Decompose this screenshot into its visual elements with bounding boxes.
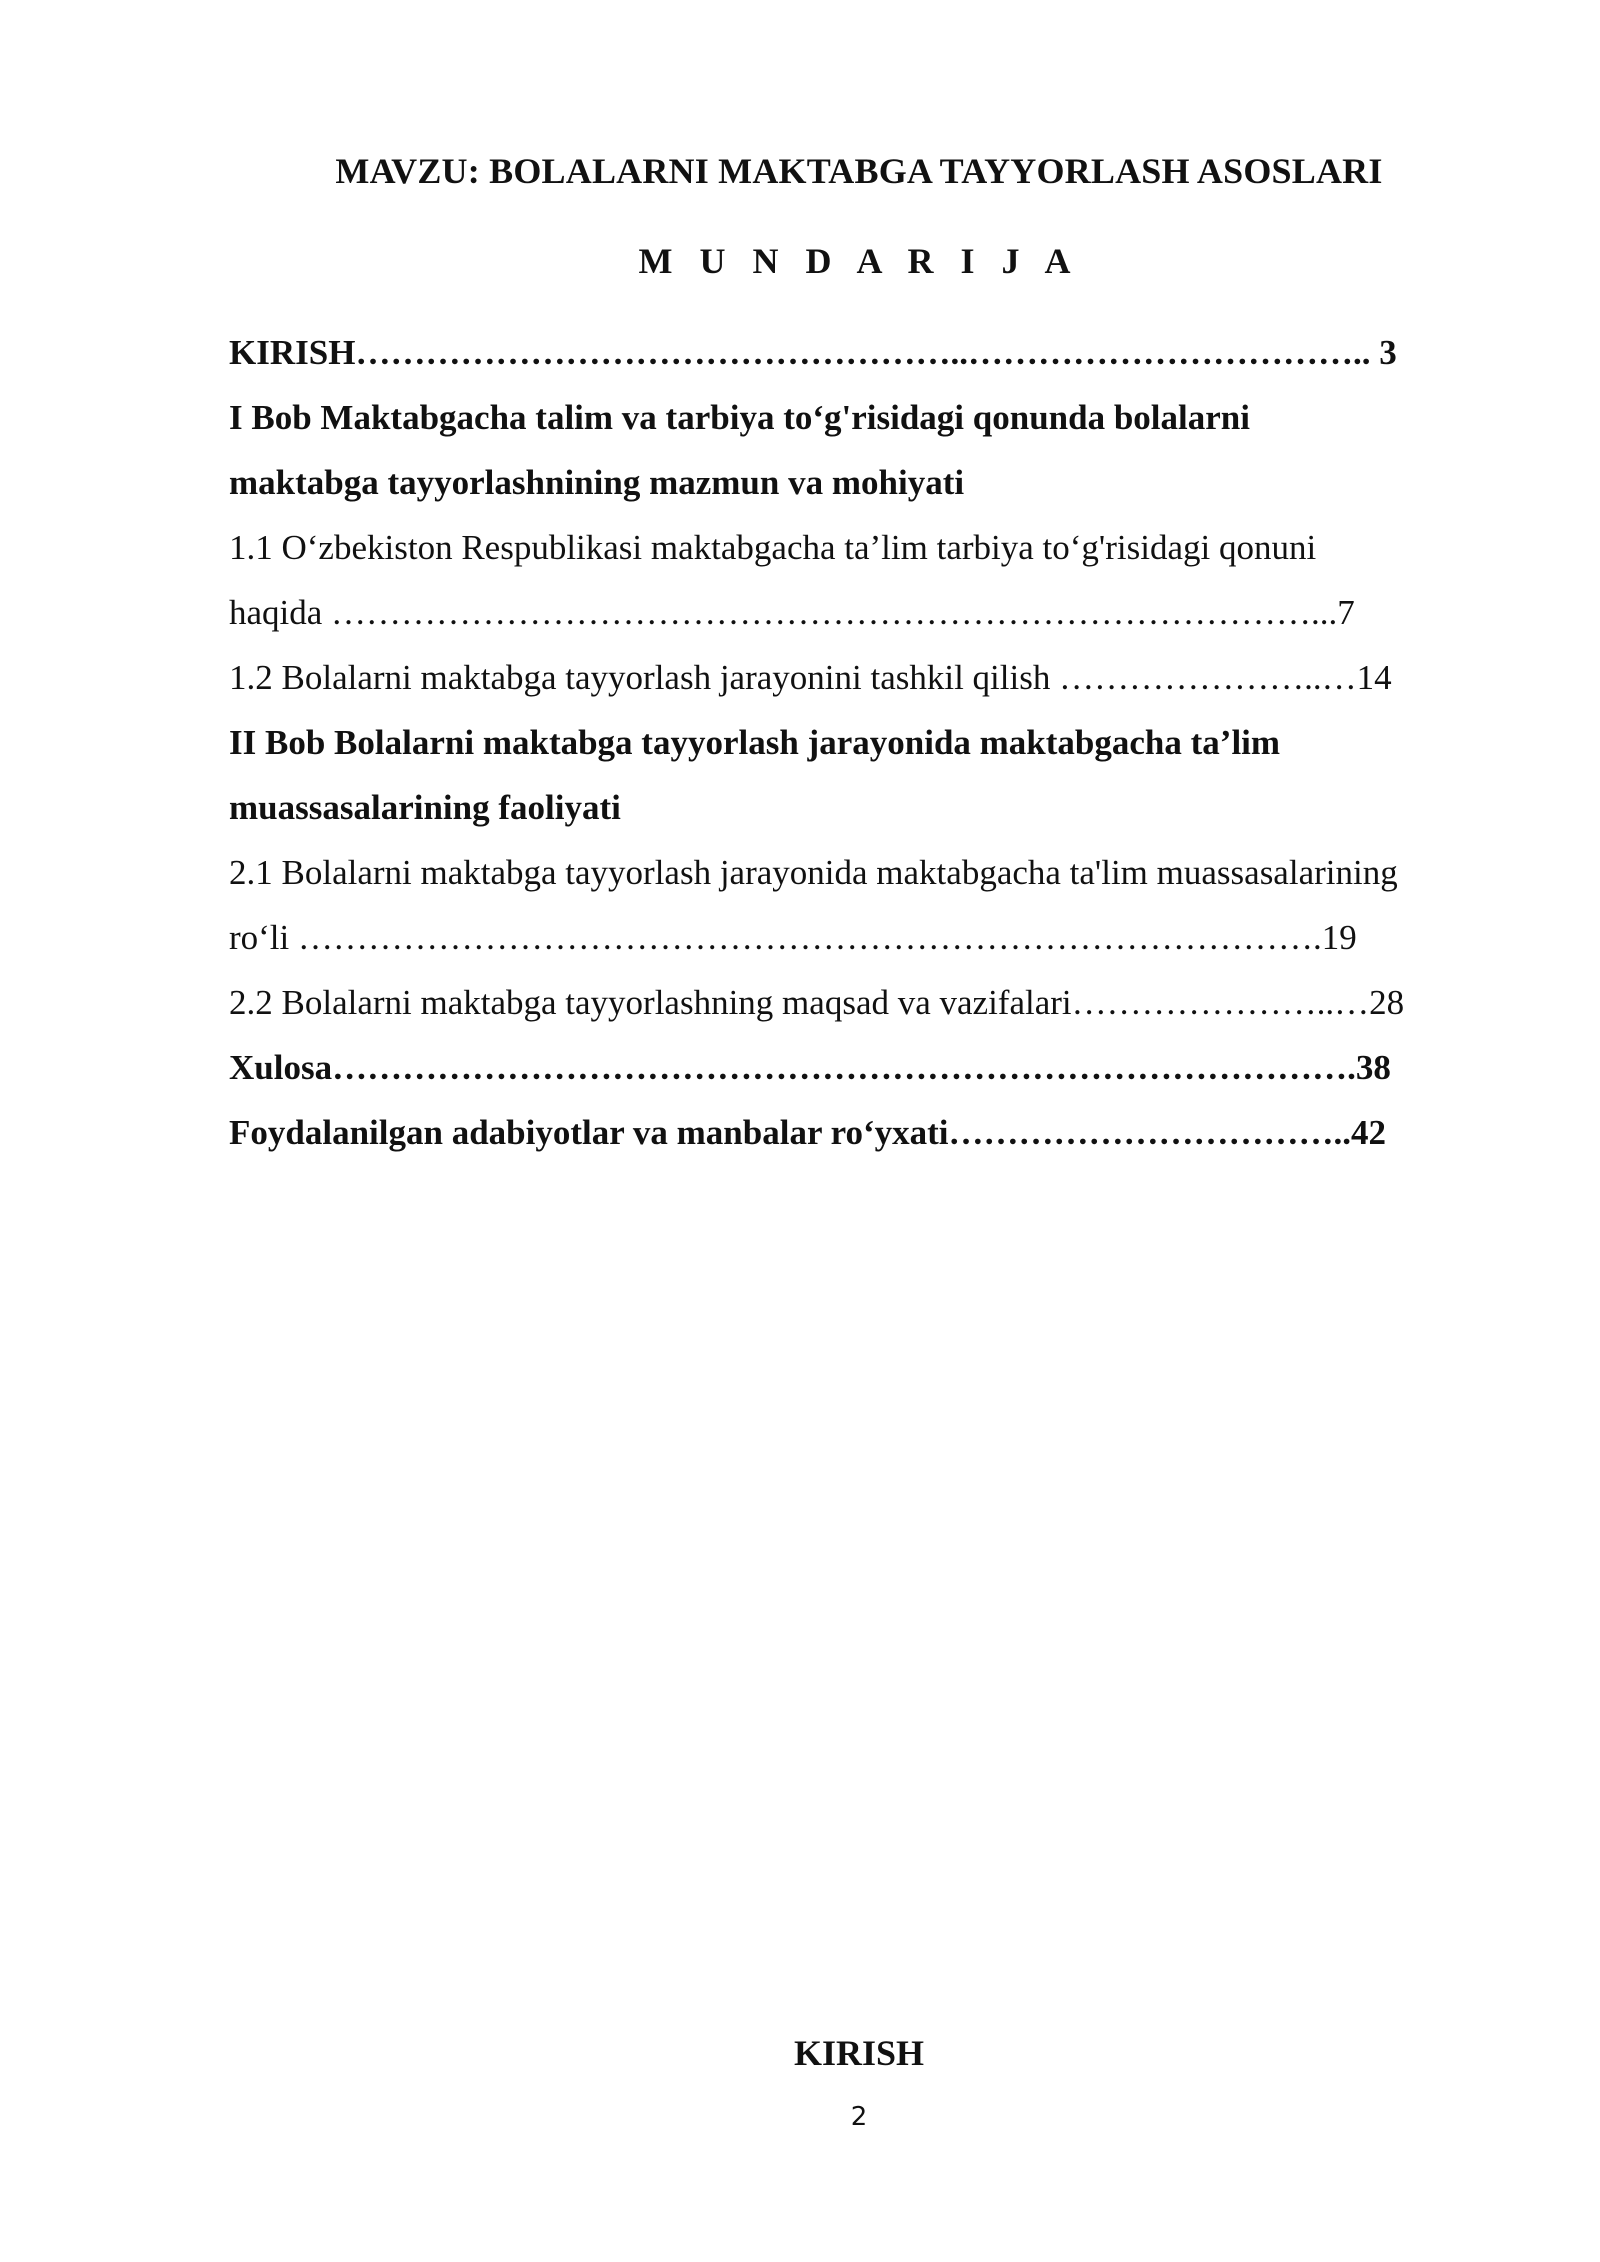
table-of-contents bbox=[229, 320, 1489, 1165]
toc-entry[interactable] bbox=[229, 840, 1489, 905]
toc-entry-text: I Bob Maktabgacha talim va tarbiya to‘g'risidagi qonunda bolalarni bbox=[229, 398, 1250, 437]
toc-entry[interactable] bbox=[229, 645, 1489, 710]
toc-page-number: 7 bbox=[1337, 593, 1355, 632]
toc-page-number: 14 bbox=[1356, 658, 1392, 697]
toc-entry-text: 2.1 Bolalarni maktabga tayyorlash jarayonida maktabgacha ta'lim muassasalarining bbox=[229, 853, 1398, 892]
toc-entry-text: 1.1 O‘zbekiston Respublikasi maktabgacha ta’lim tarbiya to‘g'risidagi qonuni bbox=[229, 528, 1317, 567]
next-section-heading: KIRISH bbox=[793, 2033, 925, 2073]
toc-entry[interactable] bbox=[229, 710, 1489, 775]
toc-entry-text: maktabga tayyorlashnining mazmun va mohiyati bbox=[229, 463, 965, 502]
toc-entry[interactable] bbox=[229, 1035, 1489, 1100]
toc-entry-text: haqida bbox=[229, 593, 332, 632]
toc-entry-text: 1.2 Bolalarni maktabga tayyorlash jarayonini tashkil qilish bbox=[229, 658, 1060, 697]
toc-entry-text: Xulosa bbox=[229, 1048, 333, 1087]
page-number: 2 bbox=[850, 2102, 868, 2132]
toc-entry[interactable] bbox=[229, 905, 1489, 970]
toc-entry[interactable] bbox=[229, 320, 1489, 385]
toc-entry[interactable] bbox=[229, 1100, 1489, 1165]
toc-entry[interactable] bbox=[229, 970, 1489, 1035]
toc-leader-dots: …………………………………………………………………………... bbox=[331, 593, 1338, 632]
contents-heading: M U N D A R I J A bbox=[638, 241, 1080, 281]
toc-page-number: 42 bbox=[1351, 1113, 1387, 1152]
toc-entry[interactable] bbox=[229, 515, 1489, 580]
toc-entry[interactable] bbox=[229, 775, 1489, 840]
toc-entry-text: muassasalarining faoliyati bbox=[229, 788, 621, 827]
toc-leader-dots: ……………………………………………………………………………. bbox=[298, 918, 1322, 957]
toc-leader-dots: …………………..… bbox=[1059, 658, 1357, 697]
toc-page-number: 38 bbox=[1355, 1048, 1391, 1087]
toc-leader-dots: ……………………………………………..…………………………….. bbox=[355, 333, 1371, 372]
toc-page-number: 28 bbox=[1369, 983, 1405, 1022]
toc-entry[interactable] bbox=[229, 580, 1489, 645]
toc-entry-text: II Bob Bolalarni maktabga tayyorlash jarayonida maktabgacha ta’lim bbox=[229, 723, 1281, 762]
toc-page-number: 19 bbox=[1321, 918, 1357, 957]
toc-entry-text: Foydalanilgan adabiyotlar va manbalar ro‘yxati bbox=[229, 1113, 949, 1152]
toc-leader-dots: ……………………………………………………………………………. bbox=[332, 1048, 1356, 1087]
toc-page-number: 3 bbox=[1370, 333, 1397, 372]
document-title: MAVZU: BOLALARNI MAKTABGA TAYYORLASH ASOSLARI bbox=[335, 151, 1383, 191]
toc-entry-text: 2.2 Bolalarni maktabga tayyorlashning maqsad va vazifalari bbox=[229, 983, 1072, 1022]
toc-entry[interactable] bbox=[229, 450, 1489, 515]
toc-entry[interactable] bbox=[229, 385, 1489, 450]
toc-entry-text: KIRISH bbox=[229, 333, 356, 372]
toc-leader-dots: …………………………….. bbox=[948, 1113, 1352, 1152]
toc-entry-text: ro‘li bbox=[229, 918, 299, 957]
toc-leader-dots: …………………..… bbox=[1071, 983, 1370, 1022]
